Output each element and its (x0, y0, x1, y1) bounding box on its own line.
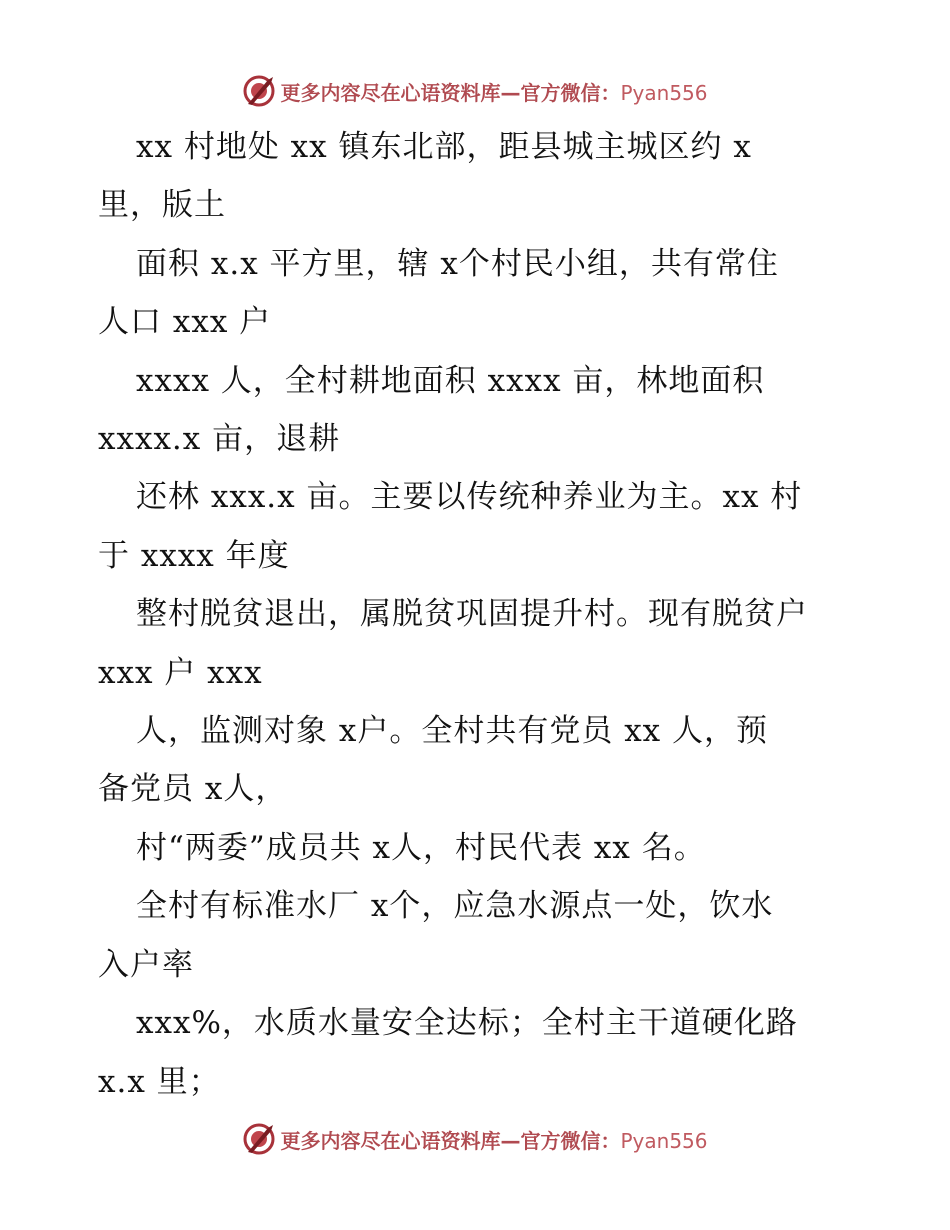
quill-pen-seal-icon (242, 1122, 276, 1156)
paragraph-second-line: xxxx.x 亩，退耕 (98, 421, 341, 458)
watermark-text (280, 1125, 707, 1154)
paragraph (98, 877, 858, 994)
watermark-wechat-id: Pyan556 (620, 80, 708, 105)
paragraph-first-line: xx 村地处 xx 镇东北部，距县城主城区约 x (136, 129, 752, 165)
paragraph (98, 352, 858, 469)
footer-watermark (0, 1119, 950, 1159)
paragraph-second-line: xxx 户 xxx (98, 654, 263, 691)
quill-pen-seal-icon (242, 74, 276, 108)
paragraph-second-line: 里，版土 (98, 187, 226, 224)
paragraph (98, 819, 858, 877)
paragraph-second-line: x.x 里； (98, 1063, 221, 1100)
paragraph-first-line: xxx%，水质水量安全达标；全村主干道硬化路 (136, 1005, 798, 1042)
watermark-label: 更多内容尽在心语资料库—官方微信： (280, 1128, 621, 1153)
header-watermark (0, 71, 950, 111)
paragraph-first-line: 全村有标准水厂 x个，应急水源点一处，饮水 (136, 888, 774, 925)
paragraph (98, 702, 858, 819)
watermark-wechat-id: Pyan556 (620, 1128, 708, 1153)
paragraph-second-line: 于 xxxx 年度 (98, 537, 290, 574)
paragraph-second-line: 入户率 (98, 946, 194, 983)
paragraph (98, 118, 858, 235)
paragraph-first-line: xxxx 人，全村耕地面积 xxxx 亩，林地面积 (136, 362, 765, 399)
paragraph (98, 585, 858, 702)
paragraph (98, 994, 858, 1111)
paragraph-first-line: 人，监测对象 x户。全村共有党员 xx 人，预 (136, 713, 769, 750)
paragraph-first-line: 村“两委”成员共 x人，村民代表 xx 名。 (136, 829, 706, 866)
paragraph-second-line: 备党员 x人， (98, 771, 288, 808)
paragraph (98, 235, 858, 352)
paragraph-first-line: 整村脱贫退出，属脱贫巩固提升村。现有脱贫户 (136, 596, 808, 633)
paragraph-first-line: 面积 x.x 平方里，辖 x个村民小组，共有常住 (136, 245, 779, 282)
watermark-text (280, 77, 707, 106)
paragraph (98, 468, 858, 585)
paragraph-first-line: 还林 xxx.x 亩。主要以传统种养业为主。xx 村 (136, 479, 803, 516)
document-body (98, 118, 858, 1111)
watermark-label: 更多内容尽在心语资料库—官方微信： (280, 80, 621, 105)
paragraph-second-line: 人口 xxx 户 (98, 304, 272, 341)
